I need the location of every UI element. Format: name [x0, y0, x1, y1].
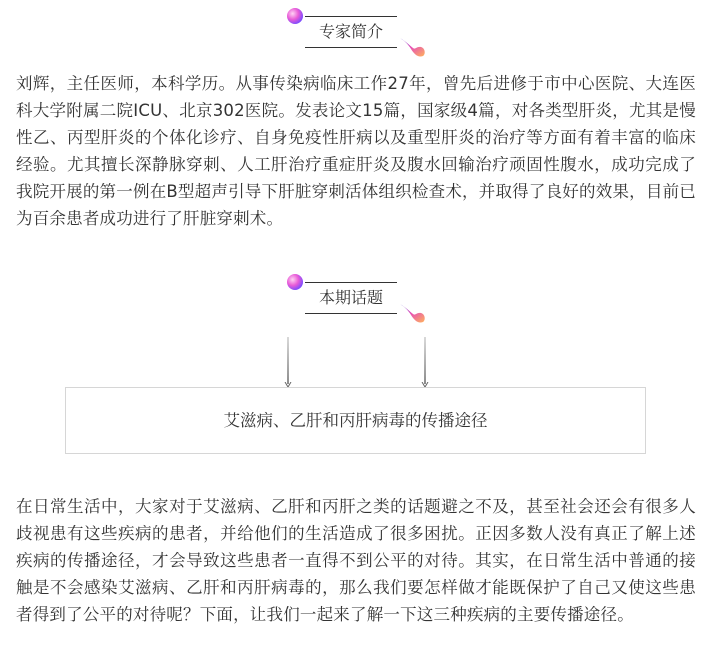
hanging-string-left — [287, 337, 289, 384]
decorative-orb-icon — [287, 8, 303, 24]
decorative-orb-icon — [287, 274, 303, 290]
hanging-string-right — [424, 337, 426, 384]
topic-section-header — [0, 274, 711, 326]
decorative-swoosh-icon — [396, 34, 426, 62]
decorative-swoosh-icon — [396, 300, 426, 328]
expert-section-header — [0, 8, 711, 60]
topic-card: 艾滋病、乙肝和丙肝病毒的传播途径 — [65, 387, 646, 454]
intro-paragraph: 在日常生活中，大家对于艾滋病、乙肝和丙肝之类的话题避之不及，甚至社会还会有很多人歧视患有这些疾病的患者，并给他们的生活造成了很多困扰。正因多数人没有真正了解上述疾病的传播途径，才会导致这些患者一直得不到公平的对待。其实，在日常生活中普通的接触是不会感染艾滋病、乙肝和丙肝病毒的，那么我们要怎样做才能既保护了自己又使这些患者得到了公平的对待呢？下面，让我们一起来了解一下这三种疾病的主要传播途径。 — [16, 497, 696, 624]
expert-section-title: 专家简介 — [305, 16, 397, 48]
topic-section-title: 本期话题 — [305, 282, 397, 314]
expert-bio-paragraph: 刘辉，主任医师，本科学历。从事传染病临床工作27年，曾先后进修于市中心医院、大连医科大学附属二院ICU、北京302医院。发表论文15篇，国家级4篇，对各类型肝炎，尤其是慢性乙、丙型肝炎的个体化诊疗、自身免疫性肝病以及重型肝炎的治疗等方面有着丰富的临床经验。尤其擅长深静脉穿刺、人工肝治疗重症肝炎及腹水回输治疗顽固性腹水，成功完成了我院开展的第一例在B型超声引导下肝脏穿刺活体组织检查术，并取得了良好的效果，目前已为百余患者成功进行了肝脏穿刺术。 — [16, 74, 696, 228]
